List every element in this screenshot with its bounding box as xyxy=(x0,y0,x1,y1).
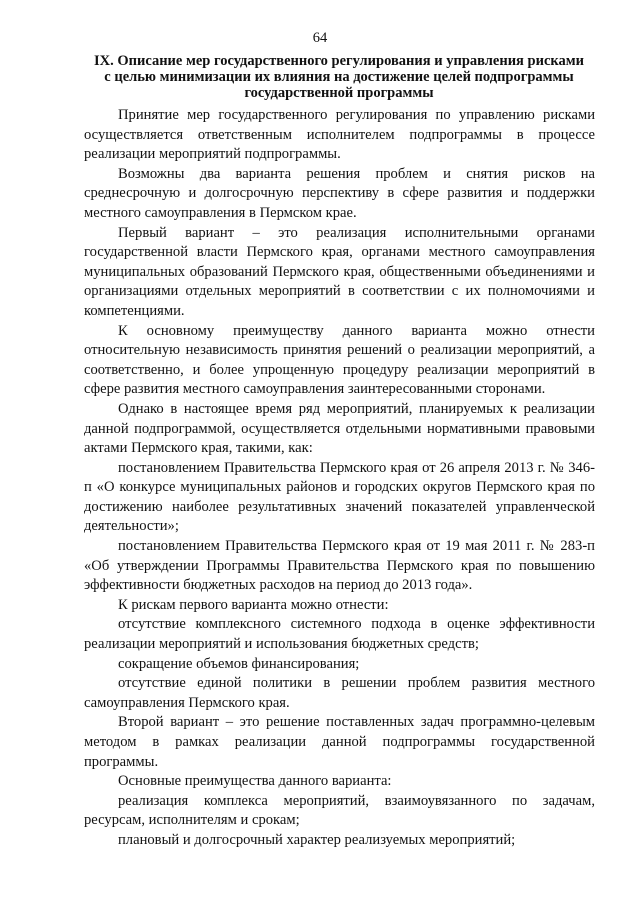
heading-line: государственной программы xyxy=(244,85,434,101)
paragraph: К рискам первого варианта можно отнести: xyxy=(118,596,389,613)
paragraph: Принятие мер государственного регулирования по управлению рисками осуществляется ответственным исполнителем подпрограммы в процессе реализации мероприятий подпрограммы. xyxy=(84,107,595,163)
heading-line: с целью минимизации их влияния на достижение целей подпрограммы xyxy=(104,69,574,85)
paragraph: Второй вариант – это решение поставленных задач программно-целевым методом в рамках реализации данной подпрограммы государственной программы. xyxy=(84,714,595,770)
paragraph: сокращение объемов финансирования; xyxy=(118,655,360,672)
body-text xyxy=(84,106,595,851)
paragraph: постановлением Правительства Пермского края от 26 апреля 2013 г. № 346-п «О конкурсе муниципальных районов и городских округов Пермского края по достижению наиболее результативных значений показателей управленческой деятельности»; xyxy=(84,459,595,535)
paragraph: постановлением Правительства Пермского края от 19 мая 2011 г. № 283-п «Об утверждении Программы Правительства Пермского края по повышению эффективности бюджетных расходов на период до 2013 года». xyxy=(84,538,595,594)
paragraph: плановый и долгосрочный характер реализуемых мероприятий; xyxy=(118,831,516,848)
paragraph: Первый вариант – это реализация исполнительными органами государственной власти Пермского края, органами местного самоуправления муниципальных образований Пермского края, общественными объединениями и организациями отдельных мероприятий в соответствии с их полномочиями и компетенциями. xyxy=(84,224,595,319)
page-number: 64 xyxy=(312,30,328,46)
paragraph: отсутствие единой политики в решении проблем развития местного самоуправления Пермского края. xyxy=(84,675,595,711)
paragraph: К основному преимуществу данного варианта можно отнести относительную независимость принятия решений о реализации мероприятий, а соответственно, и более упрощенную процедуру реализации мероприятий в сфере развития местного самоуправления заинтересованными сторонами. xyxy=(84,322,595,398)
paragraph: Основные преимущества данного варианта: xyxy=(118,773,392,790)
section-heading xyxy=(84,53,594,101)
paragraph: реализация комплекса мероприятий, взаимоувязанного по задачам, ресурсам, исполнителям и срокам; xyxy=(84,792,595,829)
heading-line: IX. Описание мер государственного регулирования и управления рисками xyxy=(93,53,584,69)
paragraph: Возможны два варианта решения проблем и снятия рисков на среднесрочную и долгосрочную перспективу в сфере развития и поддержки местного самоуправления в Пермском крае. xyxy=(84,165,595,221)
paragraph: Однако в настоящее время ряд мероприятий, планируемых к реализации данной подпрограммой, осуществляется отдельными нормативными правовыми актами Пермского края, такими, как: xyxy=(84,400,595,457)
paragraph: отсутствие комплексного системного подхода в оценке эффективности реализации мероприятий и использования бюджетных средств; xyxy=(84,616,595,653)
